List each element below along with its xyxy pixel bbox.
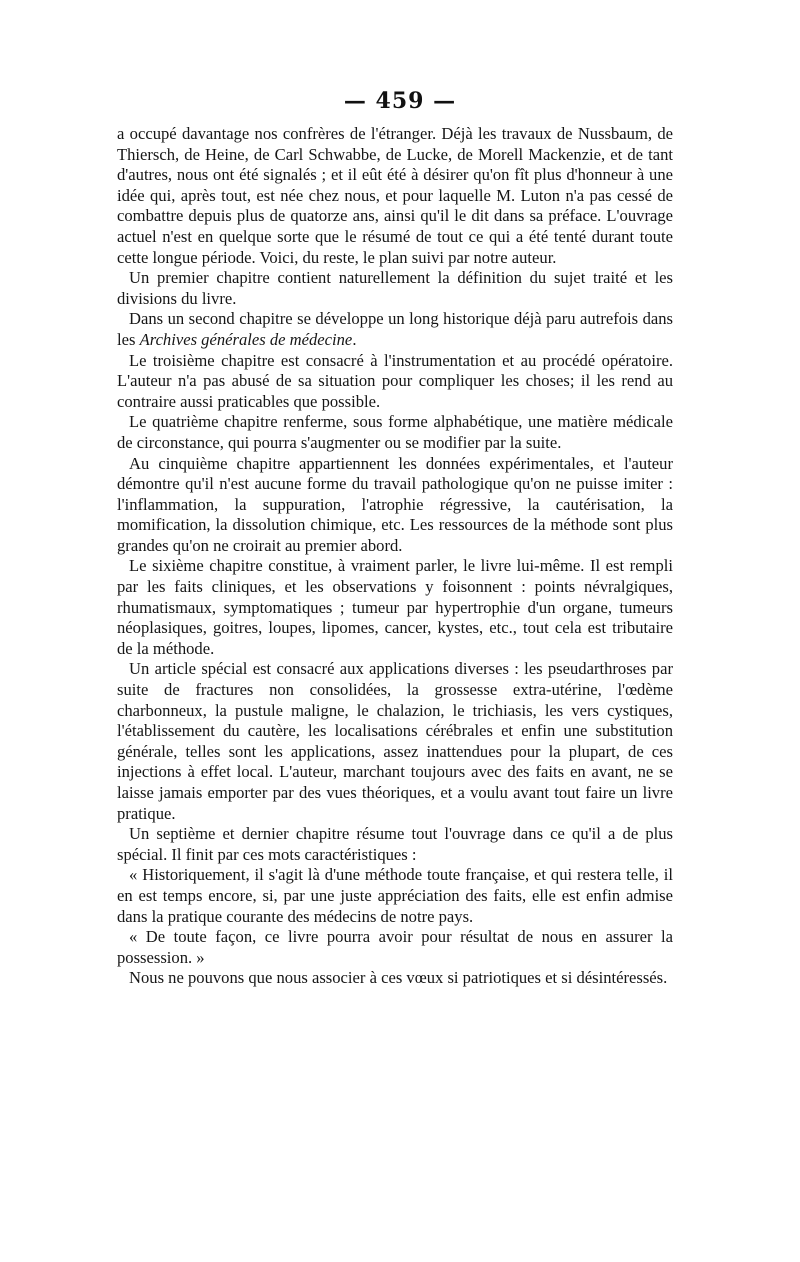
paragraph-8: Un article spécial est consacré aux applications diverses : les pseudarthroses par suite de fractures non consolidées, la grossesse extra-utérine, l'œdème charbonneux, la pustule maligne, le chalazion, le trichiasis, les vers cystiques, l'établissement du cautère, les localisations cérébrales et enfin une substitution générale, telles sont les applications, assez inattendues pour la plupart, de ces injections à effet local. L'auteur, marchant toujours avec des faits en avant, ne se laisse jamais emporter par des vues théoriques, et a voulu avant tout faire un livre pratique. (117, 659, 673, 823)
paragraph-3-text-after: . (352, 329, 357, 349)
paragraph-4: Le troisième chapitre est consacré à l'instrumentation et au procédé opératoire. L'auteur n'a pas abusé de sa situation pour compliquer les choses; il les rend au contraire aussi praticables que possible. (117, 350, 673, 411)
paragraph-7: Le sixième chapitre constitue, à vraiment parler, le livre lui-même. Il est rempli par les faits cliniques, et les observations y foisonnent : points névralgiques, rhumatismaux, symptomatiques ; tumeur par hypertrophie d'un organe, tumeurs néoplasiques, goitres, loupes, lipomes, cancer, kystes, etc., tout cela est tributaire de la méthode. (117, 556, 673, 658)
quote-paragraph-2: « De toute façon, ce livre pourra avoir pour résultat de nous en assurer la possession. » (117, 927, 673, 967)
paragraph-3 (117, 309, 673, 350)
paragraph-2: Un premier chapitre contient naturellement la définition du sujet traité et les divisions du livre. (117, 268, 673, 308)
paragraph-5: Le quatrième chapitre renferme, sous forme alphabétique, une matière médicale de circonstance, qui pourra s'augmenter ou se modifier par la suite. (117, 412, 673, 452)
paragraph-9: Un septième et dernier chapitre résume tout l'ouvrage dans ce qu'il a de plus spécial. Il finit par ces mots caractéristiques : (117, 824, 673, 864)
page-number: — 459 — (343, 88, 457, 114)
paragraph-6: Au cinquième chapitre appartiennent les données expérimentales, et l'auteur démontre qu'il n'est aucune forme du travail pathologique qu'on ne puisse imiter : l'inflammation, la suppuration, l'atrophie régressive, la cautérisation, la momification, la dissolution chimique, etc. Les ressources de la méthode sont plus grandes qu'on ne croirait au premier abord. (117, 453, 673, 555)
body-text (117, 124, 673, 989)
closing-paragraph: Nous ne pouvons que nous associer à ces vœux si patriotiques et si désintéressés. (129, 968, 668, 988)
quote-paragraph-1: « Historiquement, il s'agit là d'une méthode toute française, et qui restera telle, il en est temps encore, si, par une juste appréciation des faits, elle est enfin admise dans la pratique courante des médecins de notre pays. (117, 865, 673, 926)
paragraph-1: a occupé davantage nos confrères de l'étranger. Déjà les travaux de Nussbaum, de Thiersch, de Heine, de Carl Schwabbe, de Lucke, de Morell Mackenzie, et de tant d'autres, nous ont été signalés ; et il eût été à désirer qu'on fît plus d'honneur à une idée qui, après tout, est née chez nous, et pour laquelle M. Luton n'a pas cessé de combattre depuis plus de quatorze ans, ainsi qu'il le dit dans sa préface. L'ouvrage actuel n'est en quelque sorte que le résumé de tout ce qui a été tenté durant toute cette longue période. Voici, du reste, le plan suivi par notre auteur. (117, 124, 673, 267)
paragraph-3-text-before: Dans un second chapitre se développe un long historique déjà paru autrefois dans les (117, 309, 673, 349)
journal-title: Archives générales de médecine (139, 329, 353, 349)
